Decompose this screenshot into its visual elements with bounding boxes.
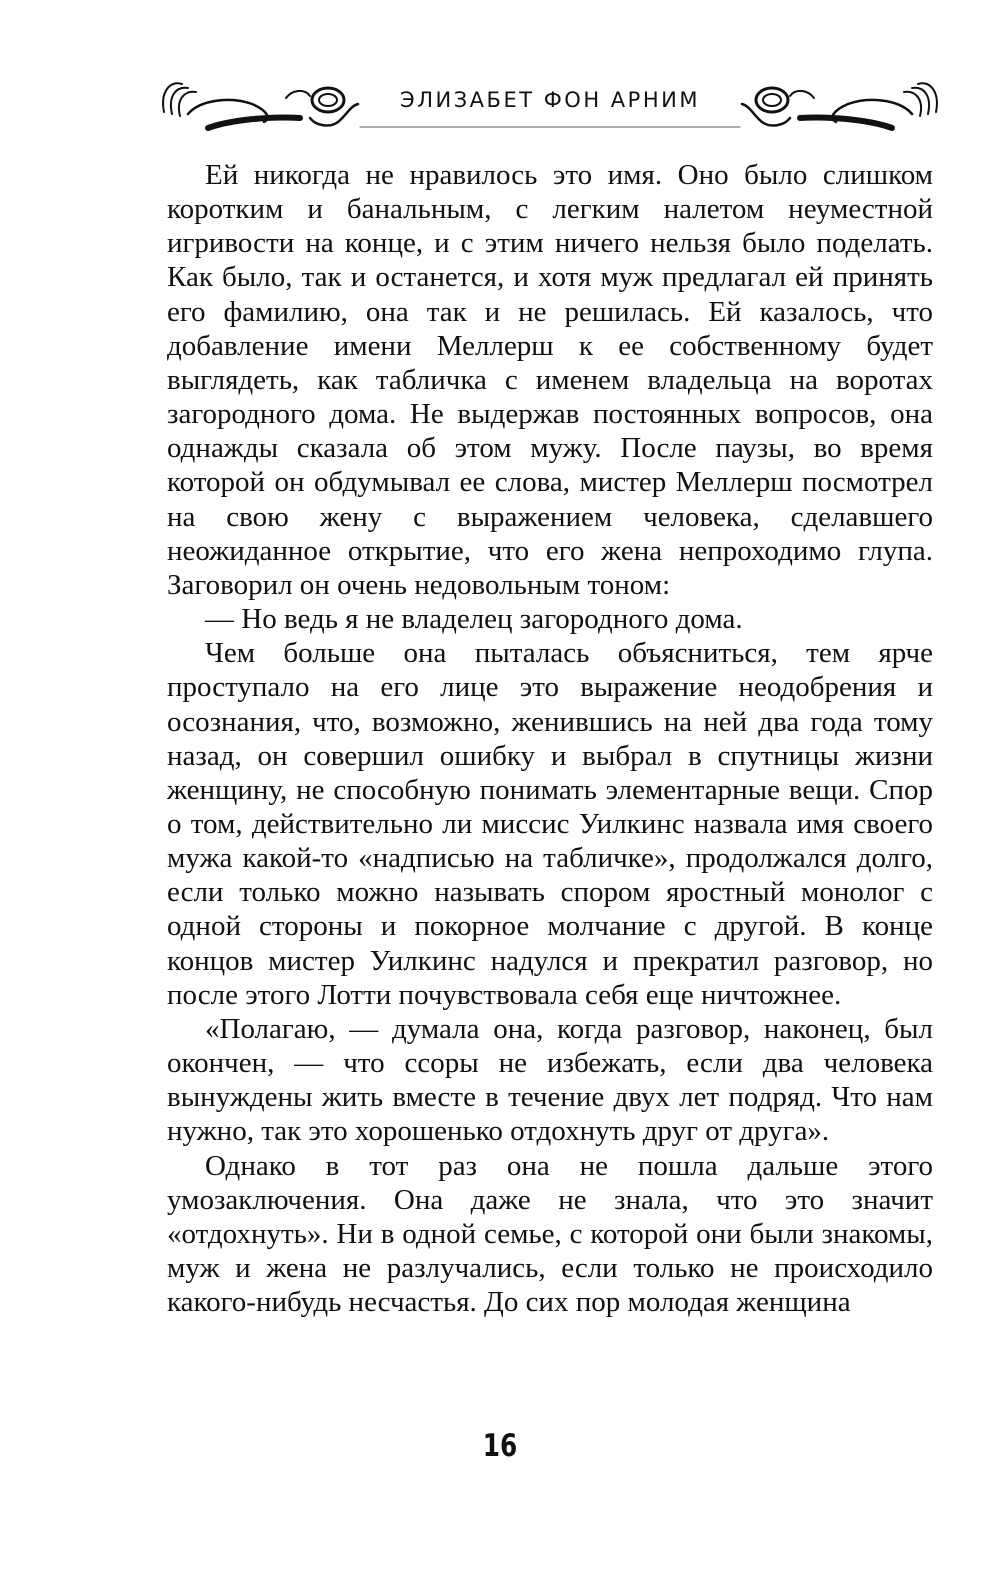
main-text: [167, 158, 933, 1319]
paragraph: Ей никогда не нравилось это имя. Оно было слишком коротким и банальным, с легким налетом неуместной игривости на конце, и с этим ничего нельзя было поделать. Как было, так и останется, и хотя муж предлагал ей принять его фамилию, она так и не решилась. Ей казалось, что добавление имени Меллерш к ее собственному будет выглядеть, как табличка с именем владельца на воротах загородного дома. Не выдержав постоянных вопросов, она однажды сказала об этом мужу. После паузы, во время которой он обдумывал ее слова, мистер Меллерш посмотрел на свою жену с выражением человека, сделавшего неожиданное открытие, что его жена непроходимо глупа. Заговорил он очень недовольным тоном:: [167, 159, 933, 601]
paragraph: Чем больше она пыталась объясниться, тем ярче проступало на его лице это выражение неодобрения и осознания, что, возможно, женившись на ней два года тому назад, он совершил ошибку и выбрал в спутницы жизни женщину, не способную понимать элементарные вещи. Спор о том, действительно ли миссис Уилкинс назвала имя своего мужа какой-то «надписью на табличке», продолжался долго, если только можно называть спором яростный монолог с одной стороны и покорное молчание с другой. В конце концов мистер Уилкинс надулся и прекратил разговор, но после этого Лотти почувствовала себя еще ничтожнее.: [167, 637, 933, 1011]
paragraph: — Но ведь я не владелец загородного дома.: [205, 603, 743, 636]
running-header: [160, 70, 940, 140]
book-author-title: ЭЛИЗАБЕТ ФОН АРНИМ: [400, 88, 700, 112]
paragraph: «Полагаю, — думала она, когда разговор, наконец, был окончен, — что ссоры не избежать, если два человека вынуждены жить вместе в течение двух лет подряд. Что нам нужно, так это хорошенько отдохнуть друг от друга».: [167, 1012, 933, 1148]
page-number: 16: [482, 1428, 518, 1464]
paragraph: Однако в тот раз она не пошла дальше этого умозаключения. Она даже не знала, что это значит «отдохнуть». Ни в одной семье, с которой они были знакомы, муж и жена не разлучались, если только не происходило какого-нибудь несчастья. До сих пор молодая женщина: [167, 1149, 933, 1319]
